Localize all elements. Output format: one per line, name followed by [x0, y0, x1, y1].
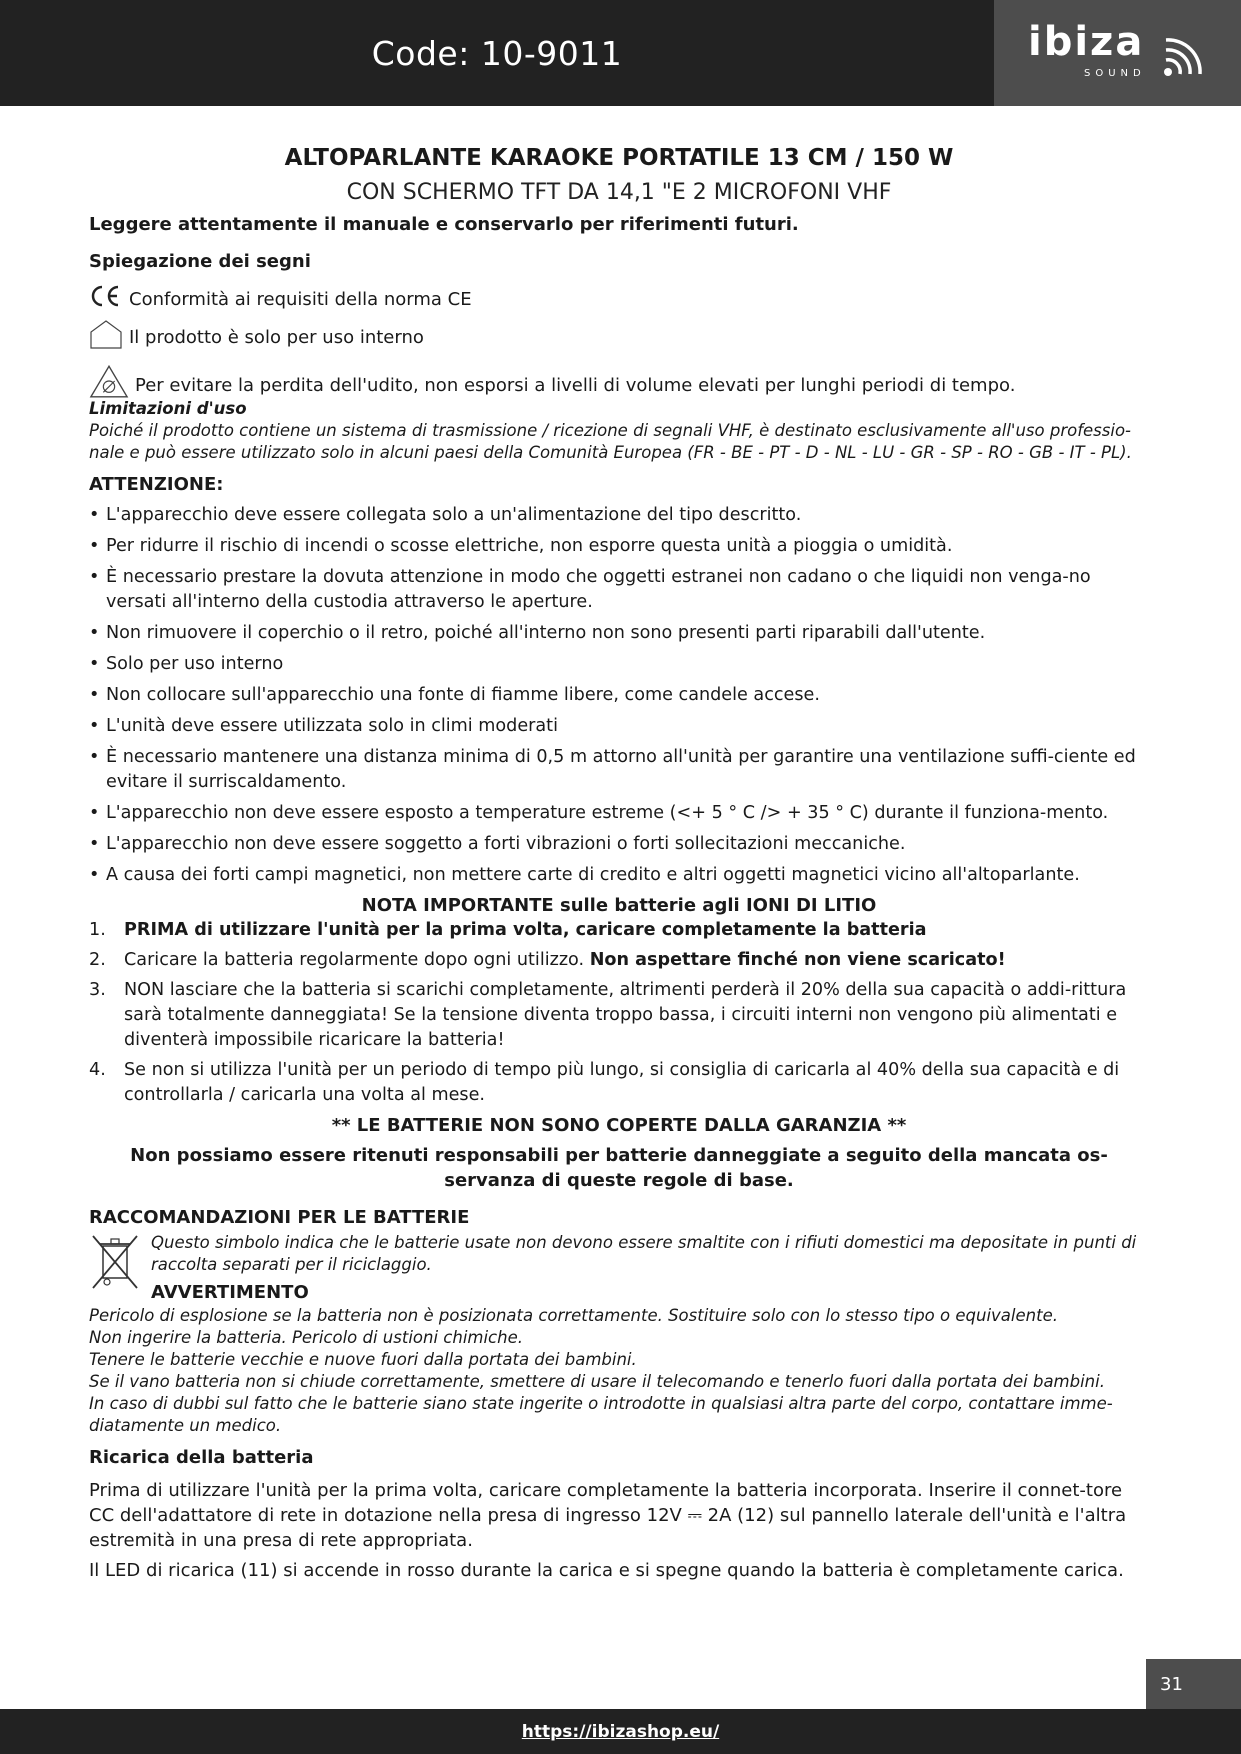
hearing-text: Per evitare la perdita dell'udito, non esporsi a livelli di volume elevati per lunghi periodi di tempo. [135, 375, 1016, 396]
charging-heading: Ricarica della batteria [89, 1447, 314, 1468]
sign-ce [89, 282, 1149, 312]
warning-line: Se il vano batteria non si chiude correttamente, smettere di usare il telecomando e tenerlo fuori dalla portata dei bambini. [89, 1372, 1105, 1391]
list-item: • Solo per uso interno [89, 652, 1149, 677]
hearing-warning-icon [89, 364, 129, 398]
disposal-text: Questo simbolo indica che le batterie usate non devono essere smaltite con i rifiuti domestici ma depositate in punti di raccolta separati per il riciclaggio. [151, 1233, 1137, 1274]
warning-line: Pericolo di esplosione se la batteria non è posizionata correttamente. Sostituire solo con lo stesso tipo o equivalente. [89, 1306, 1058, 1325]
ce-mark-icon [89, 282, 123, 312]
sign-hearing [89, 364, 1149, 398]
warning-heading: ATTENZIONE: [89, 474, 224, 495]
battery-disposal [89, 1232, 1149, 1305]
recommend-heading: RACCOMANDAZIONI PER LE BATTERIE [89, 1207, 470, 1228]
footer-bar [0, 1709, 1241, 1754]
list-item: • L'apparecchio non deve essere soggetto a forti vibrazioni o forti sollecitazioni meccaniche. [89, 832, 1149, 857]
warning-list [89, 503, 1149, 888]
warning-line: Non ingerire la batteria. Pericolo di ustioni chimiche. [89, 1328, 523, 1347]
header-bar [0, 0, 1241, 106]
list-item: • È necessario mantenere una distanza minima di 0,5 m attorno all'unità per garantire una ventilazione suffi-ciente ed evitare il surriscaldamento. [89, 745, 1149, 795]
indoor-text: Il prodotto è solo per uso interno [129, 327, 424, 348]
list-item: • L'apparecchio deve essere collegata solo a un'alimentazione del tipo descritto. [89, 503, 1149, 528]
charging-paragraph: Prima di utilizzare l'unità per la prima volta, caricare completamente la batteria incorporata. Inserire il connet-tore CC dell'adattatore di rete in dotazione nella presa di ingresso 12V ⎓ 2A (12) sul pannello laterale dell'unità e l'altra estremità in una presa di rete appropriata. [89, 1480, 1127, 1551]
product-title: ALTOPARLANTE KARAOKE PORTATILE 13 CM / 150 W [284, 145, 954, 171]
list-item: 4. Se non si utilizza l'unità per un periodo di tempo più lungo, si consiglia di caricarla al 40% della sua capacità e di controllarla / caricarla una volta al mese. [89, 1060, 1120, 1105]
item-number: 1. [89, 920, 106, 940]
item-number: 4. [89, 1060, 106, 1080]
item-number: 3. [89, 980, 106, 1000]
responsibility-note: Non possiamo essere ritenuti responsabili per batterie danneggiate a seguito della mancata os-servanza di queste regole di base. [130, 1145, 1108, 1191]
signs-heading: Spiegazione dei segni [89, 251, 311, 272]
logo-text: ibiza [1028, 19, 1145, 65]
list-item: • Non collocare sull'apparecchio una fonte di fiamme libere, come candele accese. [89, 683, 1149, 708]
lithium-list [89, 918, 1149, 1108]
list-item: 3. NON lasciare che la batteria si scarichi completamente, altrimenti perderà il 20% della sua capacità o addi-rittura sarà totalmente danneggiata! Se la tensione diventa troppo bassa, i circuiti interni non vengono più alimentati e diventerà impossibile ricaricare la batteria! [89, 980, 1127, 1050]
sign-indoor [89, 320, 1149, 350]
list-item: • L'unità deve essere utilizzata solo in climi moderati [89, 714, 1149, 739]
product-subtitle: CON SCHERMO TFT DA 14,1 "E 2 MICROFONI VHF [346, 180, 892, 205]
guarantee-note: ** LE BATTERIE NON SONO COPERTE DALLA GARANZIA ** [331, 1115, 907, 1136]
usage-text: Poiché il prodotto contiene un sistema di trasmissione / ricezione di segnali VHF, è destinato esclusivamente all'uso professio-nale e può essere utilizzato solo in alcuni paesi della Comunità Europea (FR - BE - PT - D - NL - LU - GR - SP - RO - GB - IT - PL). [89, 421, 1132, 462]
product-code: Code: 10-9011 [371, 33, 623, 73]
list-item: • A causa dei forti campi magnetici, non mettere carte di credito e altri oggetti magnetici vicino all'altoparlante. [89, 863, 1149, 888]
list-item: • Non rimuovere il coperchio o il retro, poiché all'interno non sono presenti parti riparabili dall'utente. [89, 621, 1149, 646]
list-item: 2. Caricare la batteria regolarmente dopo ogni utilizzo. Non aspettare finché non viene scaricato! [89, 948, 1149, 973]
ce-text: Conformità ai requisiti della norma CE [129, 289, 472, 310]
charging-paragraph: Il LED di ricarica (11) si accende in rosso durante la carica e si spegne quando la batteria è completamente carica. [89, 1560, 1124, 1581]
list-item: • L'apparecchio non deve essere esposto a temperature estreme (<+ 5 ° C /> + 35 ° C) durante il funziona-mento. [89, 801, 1149, 826]
list-item: • Per ridurre il rischio di incendi o scosse elettriche, non esporre questa unità a pioggia o umidità. [89, 534, 1149, 559]
warning-line: Tenere le batterie vecchie e nuove fuori dalla portata dei bambini. [89, 1350, 637, 1369]
lithium-heading: NOTA IMPORTANTE sulle batterie agli IONI DI LITIO [361, 895, 877, 916]
warning-line: In caso di dubbi sul fatto che le batterie siano state ingerite o introdotte in qualsiasi altra parte del corpo, contattare imme-diatamente un medico. [89, 1394, 1113, 1435]
list-item: 1. PRIMA di utilizzare l'unità per la prima volta, caricare completamente la batteria [89, 918, 1149, 943]
brand-logo [994, 0, 1241, 106]
list-item: • È necessario prestare la dovuta attenzione in modo che oggetti estranei non cadano o che liquidi non venga-no versati all'interno della custodia attraverso le aperture. [89, 565, 1149, 615]
page-number: 31 [1146, 1659, 1241, 1709]
logo-subtext: SOUND [1084, 68, 1146, 79]
avvertimento-heading: AVVERTIMENTO [151, 1282, 309, 1303]
document-body [89, 140, 1149, 1583]
crossed-bin-icon [89, 1232, 141, 1292]
house-icon [89, 320, 123, 350]
item-number: 2. [89, 950, 106, 970]
usage-heading: Limitazioni d'uso [89, 399, 247, 418]
sound-waves-icon [1162, 36, 1206, 78]
shop-link[interactable]: https://ibizashop.eu/ [521, 1721, 720, 1742]
intro-text: Leggere attentamente il manuale e conservarlo per riferimenti futuri. [89, 214, 799, 235]
